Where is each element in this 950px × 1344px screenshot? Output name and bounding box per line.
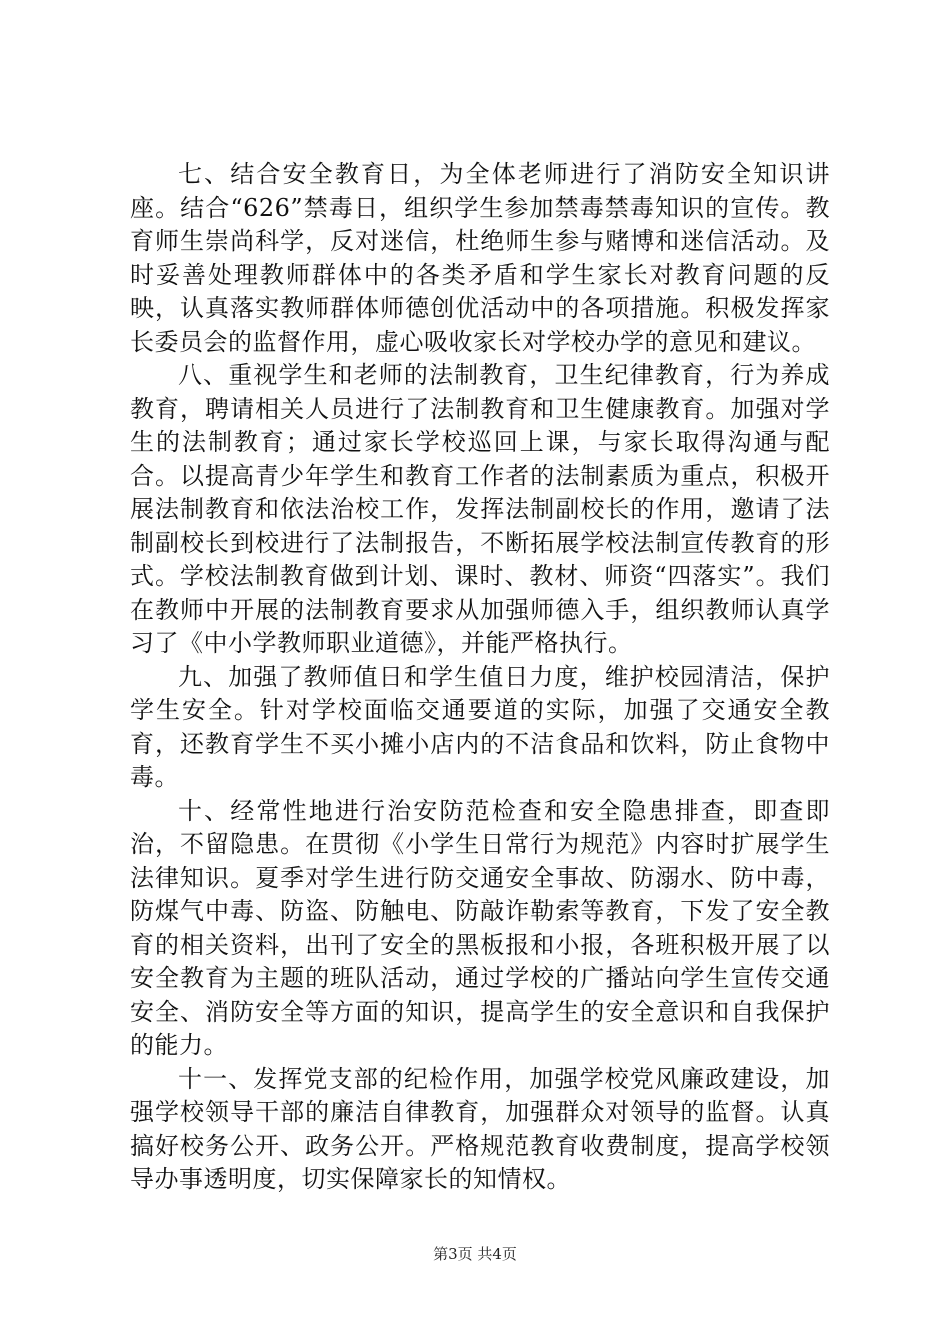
paragraph-8: 八、重视学生和老师的法制教育，卫生纪律教育，行为养成教育，聘请相关人员进行了法制教育和卫生健康教育。加强对学生的法制教育；通过家长学校巡回上课，与家长取得沟通与配合。以提高青少年学生和教育工作者的法制素质为重点，积极开展法制教育和依法治校工作，发挥法制副校长的作用，邀请了法制副校长到校进行了法制报告，不断拓展学校法制宣传教育的形式。学校法制教育做到计划、课时、教材、师资“四落实”。我们在教师中开展的法制教育要求从加强师德入手，组织教师认真学习了《中小学教师职业道德》，并能严格执行。 <box>130 361 830 657</box>
paragraph-11: 十一、发挥党支部的纪检作用，加强学校党风廉政建设，加强学校领导干部的廉洁自律教育，加强群众对领导的监督。认真搞好校务公开、政务公开。严格规范教育收费制度，提高学校领导办事透明度，切实保障家长的知情权。 <box>130 1064 830 1193</box>
paragraph-7: 七、结合安全教育日，为全体老师进行了消防安全知识讲座。结合“626”禁毒日，组织学生参加禁毒禁毒知识的宣传。教育师生崇尚科学，反对迷信，杜绝师生参与赌博和迷信活动。及时妥善处理教师群体中的各类矛盾和学生家长对教育问题的反映，认真落实教师群体师德创优活动中的各项措施。积极发挥家长委员会的监督作用，虚心吸收家长对学校办学的意见和建议。 <box>130 160 830 356</box>
page-number: 第3页 共4页 <box>433 1245 517 1263</box>
paragraph-10: 十、经常性地进行治安防范检查和安全隐患排查，即查即治，不留隐患。在贯彻《小学生日常行为规范》内容时扩展学生法律知识。夏季对学生进行防交通安全事故、防溺水、防中毒，防煤气中毒、防盗、防触电、防敲诈勒索等教育，下发了安全教育的相关资料，出刊了安全的黑板报和小报，各班积极开展了以安全教育为主题的班队活动，通过学校的广播站向学生宣传交通安全、消防安全等方面的知识，提高学生的安全意识和自我保护的能力。 <box>130 796 830 1059</box>
page-footer <box>0 1244 950 1264</box>
paragraph-9: 九、加强了教师值日和学生值日力度，维护校园清洁，保护学生安全。针对学校面临交通要道的实际，加强了交通安全教育，还教育学生不买小摊小店内的不洁食品和饮料，防止食物中毒。 <box>130 662 830 791</box>
document-body <box>130 158 830 1197</box>
